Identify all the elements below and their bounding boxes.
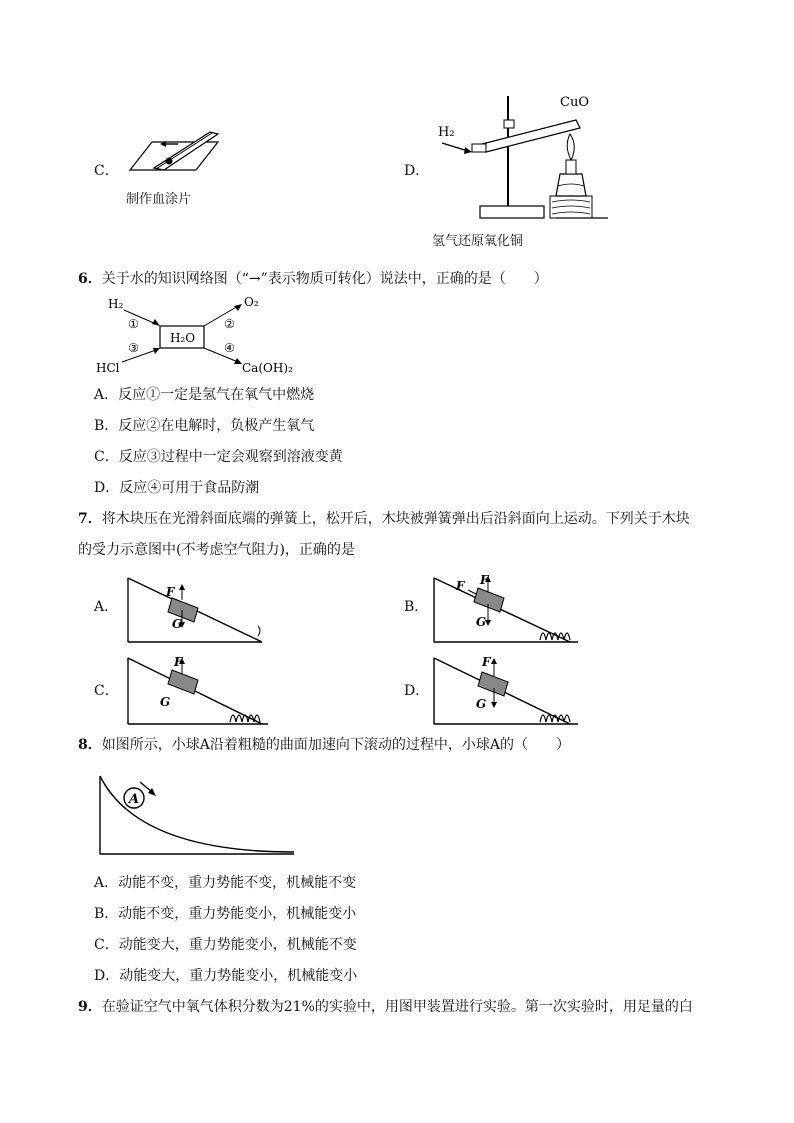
q7-stem-line1	[78, 510, 690, 528]
diagram-h2o: H₂O	[170, 331, 196, 345]
f-label-c: F	[174, 655, 183, 669]
incline-figure-b	[432, 574, 582, 644]
hydrogen-reduction-apparatus-figure	[436, 88, 616, 224]
q5-option-d-letter: D．	[404, 163, 430, 179]
diagram-n1: ①	[128, 317, 139, 331]
water-network-diagram	[92, 294, 302, 378]
g-label-b: G	[476, 615, 487, 629]
f-label-a: F	[166, 585, 175, 599]
q9-stem	[78, 998, 693, 1016]
q6-option-a: A．反应①一定是氢气在氧气中燃烧	[94, 387, 315, 403]
diagram-n3: ③	[128, 341, 139, 355]
ball-a-label: A	[129, 792, 140, 807]
h2-label: H₂	[438, 125, 455, 140]
q7-option-b-letter: B．	[404, 599, 429, 615]
g-label-a: G	[172, 617, 183, 631]
q7-option-a-letter: A．	[94, 599, 119, 615]
q7-stem-text1: 将木块压在光滑斜面底端的弹簧上，松开后，木块被弹簧弹出后沿斜面向上运动。下列关于木块	[101, 511, 690, 527]
q6-stem-text: 关于水的知识网络图（“→”表示物质可转化）说法中，正确的是（ ）	[101, 271, 548, 287]
diagram-o2: O₂	[244, 295, 259, 309]
q9-stem-text: 在验证空气中氧气体积分数为21%的实验中，用图甲装置进行实验。第一次实验时，用足量的白	[101, 999, 693, 1015]
q8-option-b: B．动能不变，重力势能变小，机械能变小	[94, 906, 357, 922]
diagram-caoh2: Ca(OH)₂	[242, 361, 293, 375]
q8-number: 8．	[78, 737, 102, 753]
curved-slope-figure	[98, 774, 298, 858]
q6-number: 6．	[78, 271, 102, 287]
diagram-n4: ④	[224, 341, 235, 355]
q8-stem-text: 如图所示，小球A沿着粗糙的曲面加速向下滚动的过程中，小球A的（ ）	[101, 737, 570, 753]
q7-option-c-letter: C．	[94, 683, 119, 699]
q8-option-c: C．动能变大，重力势能变小，机械能不变	[94, 937, 357, 953]
f-support-label-b: F	[480, 573, 489, 587]
diagram-hcl: HCl	[96, 361, 120, 375]
q8-stem	[78, 736, 570, 754]
diagram-h2: H₂	[108, 297, 124, 311]
q6-stem	[78, 270, 548, 288]
q5-option-c-caption: 制作血涂片	[126, 192, 192, 207]
q5-option-d-caption: 氢气还原氧化铜	[432, 234, 524, 249]
diagram-n2: ②	[224, 317, 235, 331]
incline-figure-a	[126, 576, 266, 644]
f-label-d: F	[482, 655, 491, 669]
q7-stem-line2: 的受力示意图中(不考虑空气阻力)，正确的是	[78, 542, 355, 558]
q5-option-c-letter: C．	[94, 163, 119, 179]
q6-option-d: D．反应④可用于食品防潮	[94, 480, 260, 496]
q8-option-a: A．动能不变，重力势能不变，机械能不变	[94, 875, 357, 891]
incline-figure-d	[432, 654, 582, 726]
q8-option-d: D．动能变大，重力势能变小，机械能变小	[94, 968, 358, 984]
cuo-label: CuO	[560, 95, 589, 110]
q6-option-b: B．反应②在电解时，负极产生氧气	[94, 418, 315, 434]
g-label-c: G	[160, 695, 171, 709]
q9-number: 9．	[78, 999, 102, 1015]
incline-figure-c	[126, 654, 271, 726]
q7-number: 7．	[78, 511, 102, 527]
blood-smear-figure	[126, 128, 226, 184]
q7-option-d-letter: D．	[404, 683, 430, 699]
g-label-d: G	[476, 697, 487, 711]
q6-option-c: C．反应③过程中一定会观察到溶液变黄	[94, 449, 343, 465]
f-friction-label-b: F	[456, 579, 465, 593]
